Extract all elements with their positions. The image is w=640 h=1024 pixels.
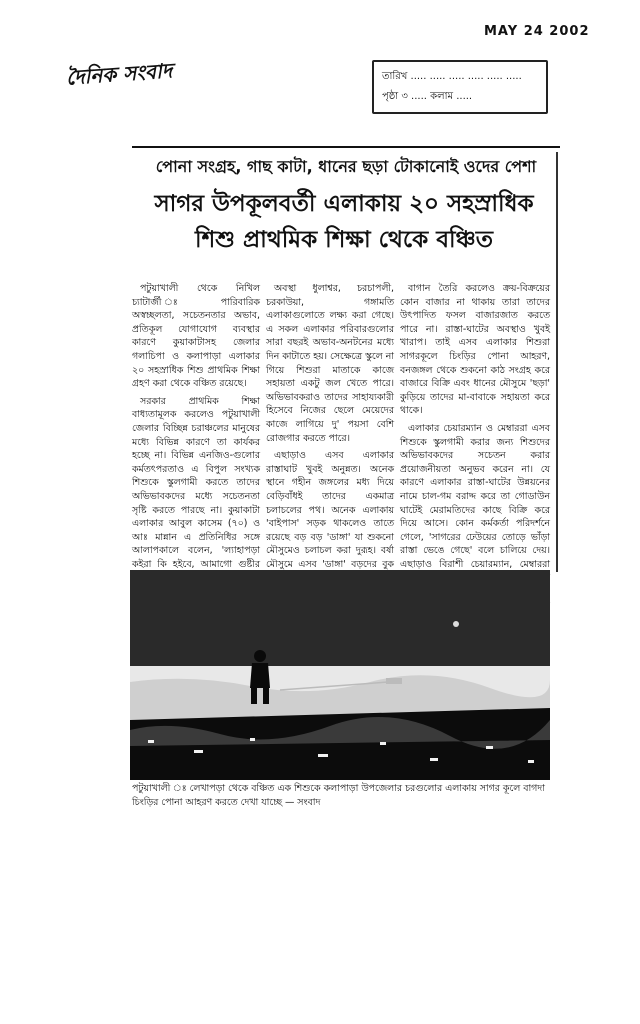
paragraph: এছাড়াও এসব এলাকার রাস্তাঘাট খুবই অনুন্নত। অনেক স্থানে গহীন জঙ্গলের মধ্য দিয়ে বেড়িবাঁধই তাদের একমাত্র চলাচলের পথ। অনেক এলাকায় 'বাইপাস' সড়ক থাকলেও তাতে রয়েছে বড় বড় 'ডাঙ্গা' যা শুকনো মৌসুমেও চলাচল করা দুরূহ। বর্ষা মৌসুমে এসব 'ডাঙ্গা' বড়দের বুক: [266, 450, 394, 570]
ref-page-line: পৃষ্ঠা ৩ ..... কলাম .....: [382, 91, 473, 102]
paragraph: এলাকার চেয়ারম্যান ও মেম্বাররা এসব শিশুকে স্কুলগামী করার জন্য শিশুদের অভিভাবকদের সচেতন করার প্রয়োজনীয়তা অনুভব করেন না। যে কারণে এলাকার রাস্তা-ঘাটের উন্নয়নের নামে চাল-গম বরাদ্দ করে তা গোডাউন ঘাটেই মেরামতিদের কাছে বিক্রি করে দিয়ে আসে। কোন কর্মকর্তা পরিদর্শনে গেলে, 'সাগরের ঢেউয়ের তোড়ে ভাঁড়া রাস্তা ভেঙে গেছে' বলে চালিয়ে দেয়। এছাড়াও বিরাশী চেয়ারম্যান, মেম্বাররা: [400, 422, 550, 570]
photo-caption: পটুয়াখালী ঃ লেখাপড়া থেকে বঞ্চিত এক শিশুকে কলাপাড়া উপজেলার চরগুলোর এলাকায় সাগর কূলে বাগদা চিংড়ির পোনা আহরণ করতে দেখা যাচ্ছে — সংবাদ: [132, 783, 545, 808]
paragraph: অবস্থা ধুলাশ্বর, চরচাপলী, চরকাউয়া, গঙ্গামতি এলাকাগুলোতে লক্ষ্য করা গেছে। এ সকল এলাকার পরিবারগুলোর সারা বছরই অভাব-অনটনের মধ্যে দিন কাটাতে হয়। সেক্ষেত্রে স্কুলে না গিয়ে শিশুরা মাতাকে কাজে সহায়তা একটু জল খেতে পারে। অভিভাবকরাও তাদের সাহায্যকারী হিসেবে নিজের ছেলে মেয়েদের কাজে লাগিয়ে দু' পয়সা বেশি রোজগার করতে পারে।: [266, 283, 394, 444]
paragraph: পটুয়াখালী থেকে নিখিল চ্যাটার্জী ঃ পারিবারিক অস্বচ্ছলতা, সচেতনতার অভাব, প্রতিকূল যোগাযোগ ব্যবস্থার কারণে কুয়াকাটাসহ জেলার গলাচিপা ও কলাপাড়া এলাকার ২০ সহস্রাধিক শিশু প্রাথমিক শিক্ষা গ্রহণ করা থেকে বঞ্চিত রয়েছে।: [132, 283, 260, 390]
article-column-3: [400, 282, 550, 570]
date-stamp: MAY 24 2002: [484, 24, 590, 39]
paragraph: সরকার প্রাথমিক শিক্ষা বাধ্যতামূলক করলেও পটুয়াখালী জেলার বিচ্ছিন্ন চরাঞ্চলের মানুষের মধ্যে বিভিন্ন কারণে তা কার্যকর হচ্ছে না। বিভিন্ন এনজিও-গুলোর কর্মতৎপরতাও এ বিপুল সংখ্যক শিশুকে স্কুলগামী করতে তাদের অভিভাবকদের মধ্যে সচেতনতা সৃষ্টি করতে পারছে না। কুয়াকাটা এলাকার আবুল কাসেম (৭০) ও আঃ মান্নান এ প্রতিনিধির সঙ্গে আলাপকালে বলেন, 'ল্যাহাপড়া কইরা কি হইবে, আমাগো গুষ্টীর: [132, 395, 260, 570]
article-column-2: [266, 282, 394, 570]
newspaper-masthead: দৈনিক সংবাদ: [65, 58, 174, 90]
paragraph: বাগান তৈরি করলেও ক্রয়-বিক্রয়ের কোন বাজার না থাকায় তারা তাদের উৎপাদিত ফসল বাজারজাত করতে পারে না। রাস্তা-ঘাটের অবস্থাও খুবই খারাপ। তাই এসব এলাকার শিশুরা সাগরকূলে চিংড়ির পোনা আহরণ, বনজঙ্গল থেকে শুকনো কাঠ সংগ্রহ করে বাজারে বিক্রি এবং ধানের মৌসুমে 'ছড়া' কুড়িয়ে তাদের মা-বাবাকে সহায়তা করে থাকে।: [400, 283, 550, 417]
top-rule: [132, 146, 560, 148]
main-headline: [132, 186, 556, 258]
headline-line-1: সাগর উপকূলবর্তী এলাকায় ২০ সহস্রাধিক: [154, 191, 534, 217]
photo-illustration: [130, 570, 550, 780]
ref-date-line: তারিখ ..... ..... ..... ..... ..... .....: [382, 71, 522, 82]
column-side-rule: [556, 152, 558, 572]
headline-line-2: শিশু প্রাথমিক শিক্ষা থেকে বঞ্চিত: [195, 227, 493, 253]
kicker-headline: পোনা সংগ্রহ, গাছ কাটা, ধানের ছড়া টোকানোই ওদের পেশা: [155, 157, 537, 176]
news-photo-child-on-beach: [130, 570, 550, 780]
clipping-reference-box: [372, 60, 548, 114]
